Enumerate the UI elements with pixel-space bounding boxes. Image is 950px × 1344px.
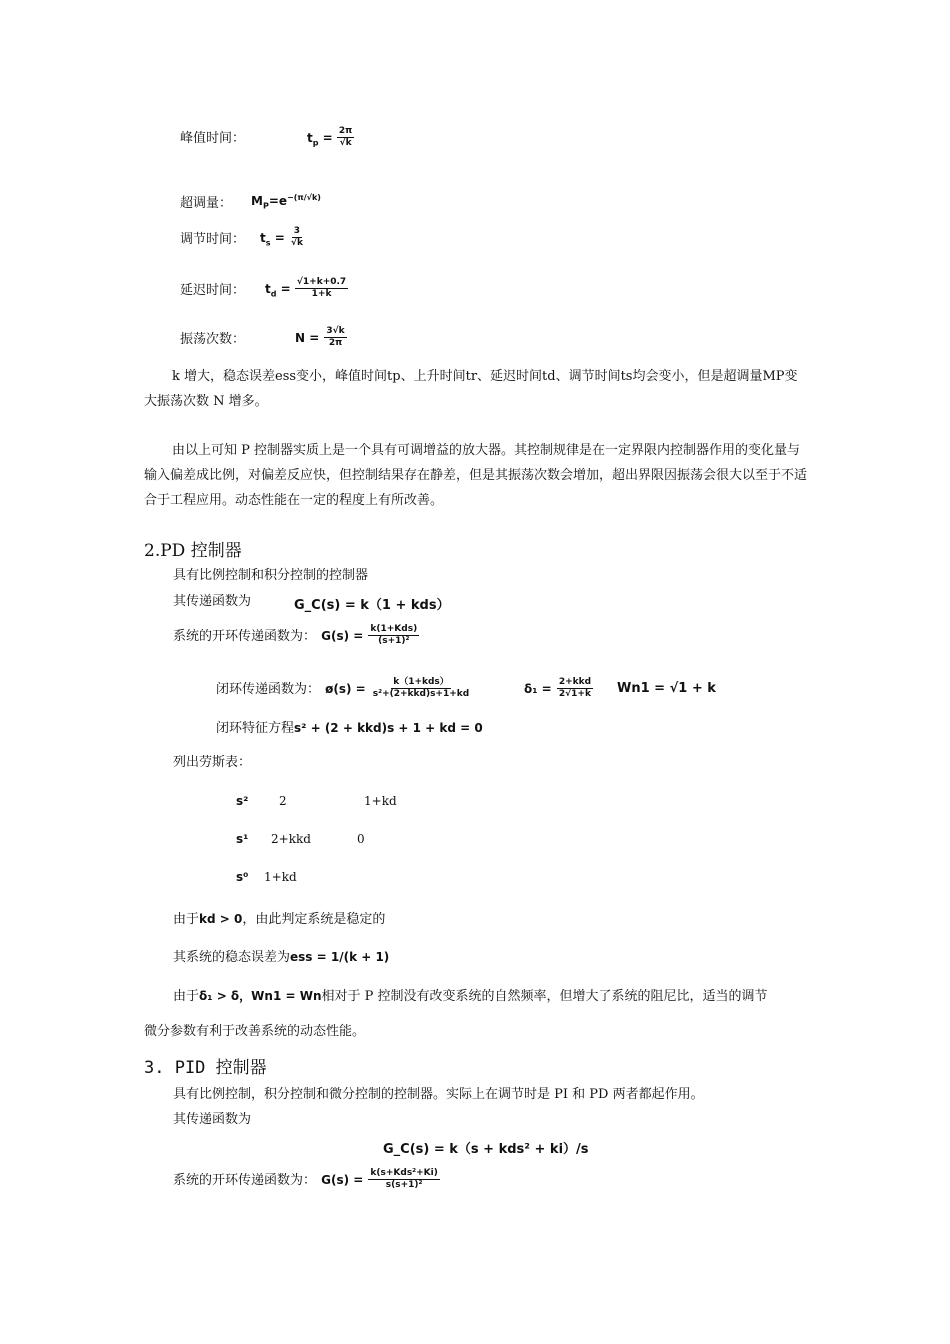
pd-comparison-cont: 微分参数有利于改善系统的动态性能。 — [144, 1024, 366, 1039]
routh-row0-c1: 2 — [279, 794, 287, 808]
pid-tf-label: 其传递函数为 — [173, 1112, 252, 1127]
overshoot-label: 超调量： — [180, 196, 233, 211]
delay-time-formula: $t_d$ = $\frac{√1+k+0.7}{1+k}$ — [265, 277, 347, 299]
peak-time-formula: $t_p$ = $\frac{2\pi}{√k}$ — [307, 126, 353, 148]
k-effect-paragraph: k 增大，稳态误差ess变小，峰值时间tp、上升时间tr、延迟时间td、调节时间ts均会变小，但是超调量MP变大振荡次数 N 增多。 — [144, 369, 798, 409]
pd-closed-loop: 闭环传递函数为： ø(s) = $\frac{\text{k（1+kds）}}{\text{s²+(2+kkd)s+1+kd}}$ — [216, 677, 470, 699]
pid-heading: 3. PID 控制器 — [144, 1058, 267, 1078]
stability-statement: 由于kd > 0，由此判定系统是稳定的 — [173, 912, 386, 927]
pd-comparison: 由于δ₁ > δ，Wn1 = Wn相对于 P 控制没有改变系统的自然频率，但增大了系统的阻尼比，适当的调节 — [173, 989, 768, 1004]
oscillation-formula: N = $\frac{3√k}{2\pi}$ — [295, 326, 345, 348]
pid-tf-formula: G_C(s) = k（s + kds² + ki）/s — [383, 1142, 589, 1157]
peak-time-label: 峰值时间： — [180, 131, 246, 146]
routh-row1-c1: 2+kkd — [271, 832, 311, 846]
oscillation-label: 振荡次数： — [180, 332, 246, 347]
routh-row1-power: s¹ — [236, 832, 249, 846]
pd-tf-label: 其传递函数为 — [173, 594, 252, 609]
pd-description: 具有比例控制和积分控制的控制器 — [173, 568, 369, 583]
pid-open-loop: 系统的开环传递函数为： G(s) = $\frac{\text{k(s+Kds²+Ki)}}{\text{s(s+1)²}}$ — [173, 1168, 438, 1190]
routh-row2-c1: 1+kd — [264, 870, 297, 884]
pd-heading: 2.PD 控制器 — [144, 541, 242, 561]
pd-open-loop: 系统的开环传递函数为： G(s) = $\frac{\text{k(1+Kds)}}{\text{(s+1)²}}$ — [173, 624, 418, 646]
pd-natural-frequency: Wn1 = √1 + k — [617, 681, 716, 696]
settling-time-formula: $t_s$ = $\frac{3}{√k}$ — [260, 226, 303, 248]
routh-label: 列出劳斯表： — [173, 755, 252, 770]
pd-tf-formula: G_C(s) = k（1 + kds） — [294, 598, 450, 613]
settling-time-label: 调节时间： — [180, 232, 246, 247]
p-controller-summary: 由以上可知 P 控制器实质上是一个具有可调增益的放大器。其控制规律是在一定界限内控制器作用的变化量与输入偏差成比例，对偏差反应快，但控制结果存在静差，但是其振荡次数会增加，超出界限因振荡会很大以至于不适合于工程应用。动态性能在一定的程度上有所改善。 — [144, 443, 808, 508]
delay-time-label: 延迟时间： — [180, 283, 246, 298]
routh-row2-power: s⁰ — [236, 870, 249, 884]
pid-description: 具有比例控制，积分控制和微分控制的控制器。实际上在调节时是 PI 和 PD 两者都起作用。 — [173, 1087, 704, 1102]
pd-characteristic-eq: 闭环特征方程s² + (2 + kkd)s + 1 + kd = 0 — [216, 721, 483, 736]
routh-row1-c2: 0 — [357, 832, 365, 846]
steady-state-error: 其系统的稳态误差为ess = 1/(k + 1) — [173, 950, 390, 965]
pd-damping-ratio: δ₁ = $\frac{\text{2+kkd}}{2√1+k}$ — [524, 677, 592, 699]
routh-row0-c2: 1+kd — [364, 794, 397, 808]
routh-row0-power: s² — [236, 794, 249, 808]
overshoot-formula: $M_P=e^{-(\pi/√k)}$ — [251, 193, 321, 211]
